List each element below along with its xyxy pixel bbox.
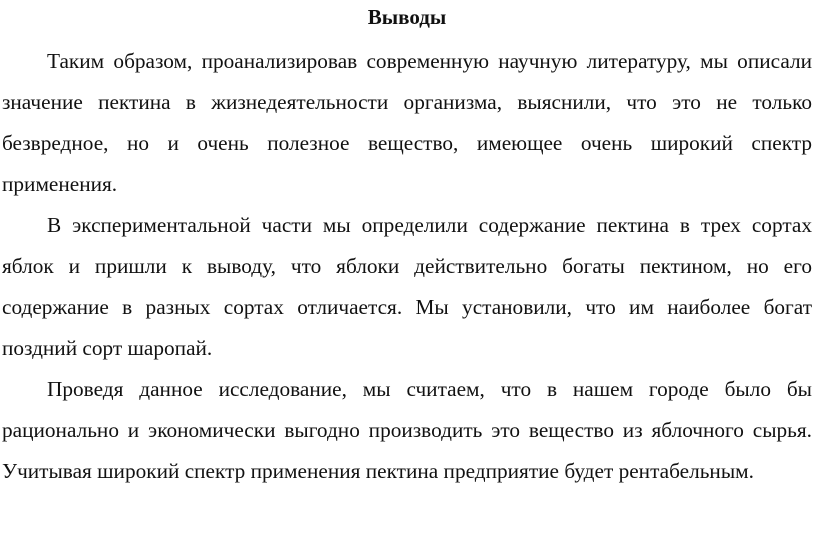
paragraph-conclusion: Проведя данное исследование, мы считаем, что в нашем городе было бы рационально и экономически выгодно производить это вещество из яблочного сырья. Учитывая широкий спектр применения пектина предприятие будет рентабельным. xyxy=(2,377,812,483)
paragraph-experimental-part: В экспериментальной части мы определили содержание пектина в трех сортах яблок и пришли к выводу, что яблоки действительно богаты пектином, но его содержание в разных сортах отличается. Мы установили, что им наиболее богат поздний сорт шаропай. xyxy=(2,213,812,360)
section-heading: Выводы xyxy=(367,5,447,29)
paragraph-literature-review: Таким образом, проанализировав современную научную литературу, мы описали значение пектина в жизнедеятельности организма, выяснили, что это не только безвредное, но и очень полезное вещество, имеющее очень широкий спектр применения. xyxy=(2,49,812,196)
